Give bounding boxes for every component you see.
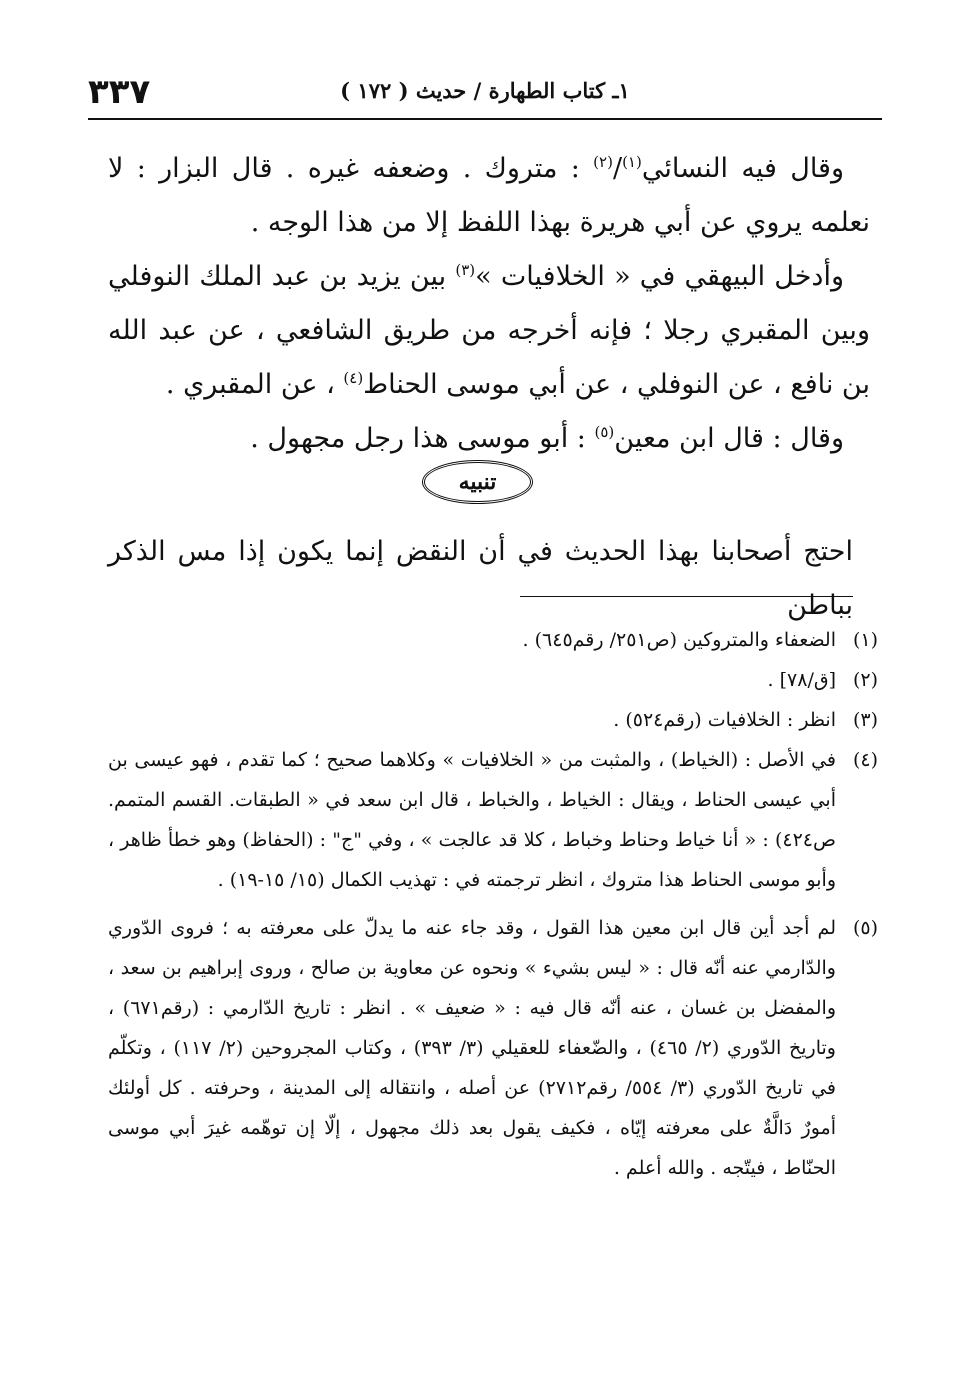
footnote-separator: / [612, 153, 623, 184]
paragraph-1 [108, 142, 870, 250]
footnote-2 [108, 660, 878, 700]
notice-body [108, 525, 853, 633]
footnote-ref-4: (٤) [343, 369, 364, 387]
footnote-number: (٣) [852, 709, 878, 731]
footnote-number: (٤) [852, 749, 878, 771]
page-header [88, 68, 882, 118]
page-number: ٣٣٧ [88, 72, 151, 112]
paragraph-2-text-b: بين يزيد بن عبد الملك النوفلي وبين المقبري رجلا ؛ فإنه أخرجه من طريق الشافعي ، عن عبد الله بن نافع ، عن النوفلي ، عن أبي موسى الحناط [108, 261, 870, 400]
paragraph-3-text-a: وقال : قال ابن معين [614, 423, 844, 454]
footnote-ref-3: (٣) [455, 261, 476, 279]
paragraph-2-text-c: ، عن المقبري . [165, 369, 344, 400]
header-divider [88, 118, 882, 120]
footnote-text: [ق/٧٨] . [767, 669, 836, 691]
footnote-divider [520, 596, 853, 597]
footnote-text: في الأصل : (الخياط) ، والمثبت من « الخلافيات » وكلاهما صحيح ؛ كما تقدم ، فهو عيسى بن أبي عيسى الحناط ، ويقال : الخياط ، والخباط ، قال ابن سعد في « الطبقات. القسم المتمم. ص٤٢٤) : « أنا خياط وحناط وخباط ، كلا قد عالجت » ، وفي "ج" : (الحفاظ) وهو خطأ ظاهر ، وأبو موسى الحناط هذا متروك ، انظر ترجمته في : تهذيب الكمال (١٥/ ١٥-١٩) . [108, 749, 836, 891]
footnote-text: انظر : الخلافيات (رقم٥٢٤) . [613, 709, 836, 731]
footnote-text: لم أجد أين قال ابن معين هذا القول ، وقد جاء عنه ما يدلّ على معرفته به ؛ فروى الدّوري والدّارمي عنه أنّه قال : « ليس بشيء » ونحوه عن معاوية بن صالح ، وروى إبراهيم بن سعد ، والمفضل بن غسان ، عنه أنّه قال فيه : « ضعيف » . انظر : تاريخ الدّارمي : (رقم٦٧١) ، وتاريخ الدّوري (٢/ ٤٦٥) ، والضّعفاء للعقيلي (٣/ ٣٩٣) ، وكتاب المجروحين (٢/ ١١٧) ، وتكلّم في تاريخ الدّوري (٣/ ٥٥٤/ رقم٢٧١٢) عن أصله ، وانتقاله إلى المدينة ، وحرفته . كل أولئك أمورٌ دَالَّةٌ على معرفته إيّاه ، فكيف يقول بعد ذلك مجهول ، إلّا إن توهّمه غيرَ أبي موسى الحنّاط ، فيتّجه . والله أعلم . [108, 917, 836, 1179]
main-text [108, 142, 870, 466]
footnotes [108, 620, 878, 1188]
footnote-number: (١) [852, 629, 878, 651]
running-title: ١ـ كتاب الطهارة / حديث ( ١٧٢ ) [340, 78, 630, 103]
footnote-5 [108, 908, 878, 1188]
footnote-number: (٢) [852, 669, 878, 691]
notice-paragraph: احتج أصحابنا بهذا الحديث في أن النقض إنما يكون إذا مس الذكر بباطن [108, 536, 853, 621]
notice-heading-wrap [0, 460, 955, 504]
paragraph-2 [108, 250, 870, 412]
footnote-ref-5: (٥) [594, 423, 615, 441]
footnote-number: (٥) [852, 917, 878, 939]
footnote-ref-1: (١) [622, 153, 642, 171]
notice-heading: تنبيه [422, 460, 534, 504]
paragraph-1-text-b: : متروك . وضعفه غيره . قال البزار : لا نعلمه يروي عن أبي هريرة بهذا اللفظ إلا من هذا الوجه . [108, 153, 870, 238]
footnote-4 [108, 740, 878, 900]
footnote-text: الضعفاء والمتروكين (ص٢٥١/ رقم٦٤٥) . [522, 629, 836, 651]
paragraph-3 [108, 412, 870, 466]
paragraph-1-text-a: وقال فيه النسائي [641, 153, 844, 184]
footnote-1 [108, 620, 878, 660]
paragraph-3-text-b: : أبو موسى هذا رجل مجهول . [250, 423, 595, 454]
footnote-3 [108, 700, 878, 740]
paragraph-2-text-a: وأدخل البيهقي في « الخلافيات » [475, 261, 844, 292]
footnote-ref-2: (٢) [593, 153, 613, 171]
